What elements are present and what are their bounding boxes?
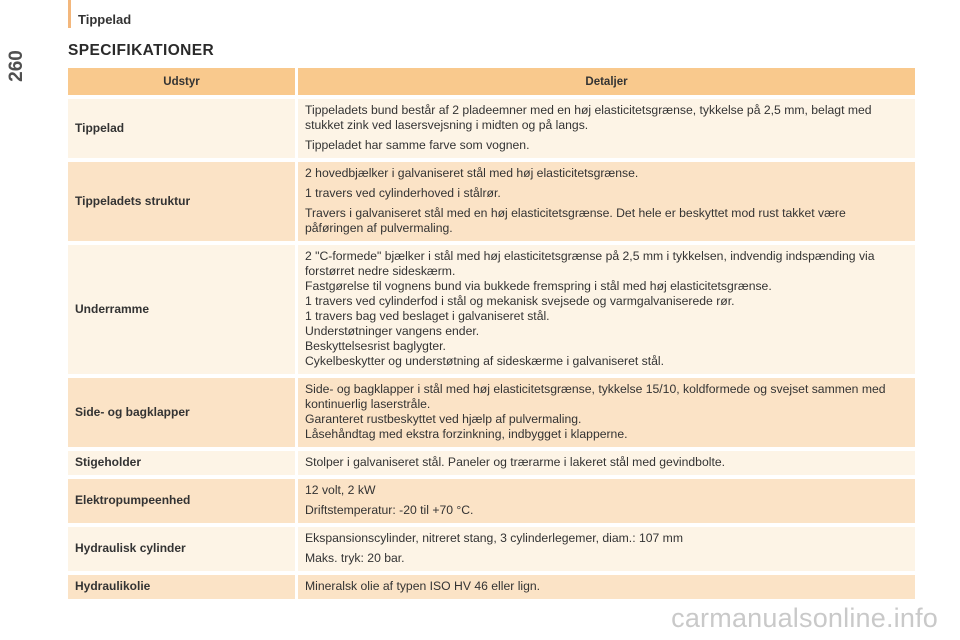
detail-line: Låsehåndtag med ekstra forzinkning, indbygget i klapperne.: [305, 427, 628, 441]
detail-line: Maks. tryk: 20 bar.: [305, 551, 405, 565]
spec-table: [68, 68, 915, 599]
spec-table-body: [68, 95, 915, 599]
detail-line: Travers i galvaniseret stål med en høj elasticitetsgrænse. Det hele er beskyttet mod rust takket være påføringen af pulvermaling.: [305, 206, 846, 235]
table-row: [68, 571, 915, 599]
details-cell: [298, 475, 915, 523]
detail-line: Garanteret rustbeskyttet ved hjælp af pulvermaling.: [305, 412, 582, 426]
table-header-row: [68, 68, 915, 95]
details-cell: [298, 158, 915, 241]
detail-line: Side- og bagklapper i stål med høj elasticitetsgrænse, tykkelse 15/10, koldformede og svejset sammen med kontinuerlig laserstråle.: [305, 382, 886, 411]
equipment-cell: Hydraulisk cylinder: [68, 523, 298, 571]
detail-line: Fastgørelse til vognens bund via bukkede fremspring i stål med høj elasticitetsgrænse.: [305, 279, 772, 293]
details-cell: [298, 374, 915, 447]
table-row: [68, 523, 915, 571]
detail-line: Mineralsk olie af typen ISO HV 46 eller lign.: [305, 579, 541, 593]
table-row: [68, 447, 915, 475]
table-row: [68, 475, 915, 523]
detail-line: Understøtninger vangens ender.: [305, 324, 480, 338]
column-header-equipment: Udstyr: [68, 68, 298, 95]
detail-line: 1 travers ved cylinderfod i stål og mekanisk svejsede og varmgalvaniserede rør.: [305, 294, 735, 308]
detail-line: Ekspansionscylinder, nitreret stang, 3 cylinderlegemer, diam.: 107 mm: [305, 531, 683, 545]
equipment-cell: Tippelad: [68, 95, 298, 158]
chapter-accent-bar: [68, 0, 71, 28]
equipment-cell: Hydraulikolie: [68, 571, 298, 599]
table-row: [68, 241, 915, 374]
detail-line: 2 "C-formede" bjælker i stål med høj elasticitetsgrænse på 2,5 mm i tykkelsen, indvendig indspænding via forstørret nedre sideskærm.: [305, 249, 875, 278]
equipment-cell: Tippeladets struktur: [68, 158, 298, 241]
details-cell: [298, 447, 915, 475]
details-cell: [298, 523, 915, 571]
table-row: [68, 374, 915, 447]
detail-line: 1 travers ved cylinderhoved i stålrør.: [305, 186, 501, 200]
watermark: carmanualsonline.info: [671, 603, 938, 633]
equipment-cell: Side- og bagklapper: [68, 374, 298, 447]
details-cell: [298, 241, 915, 374]
section-title: SPECIFIKATIONER: [68, 42, 215, 59]
table-row: [68, 158, 915, 241]
detail-line: 1 travers bag ved beslaget i galvaniseret stål.: [305, 309, 550, 323]
page-number: [4, 46, 30, 86]
page-number-text: 260: [6, 50, 28, 82]
detail-line: Tippeladets bund består af 2 pladeemner med en høj elasticitetsgrænse, tykkelse på 2,5 mm, belagt med stukket zink ved lasersvejsning i midten og på langs.: [305, 103, 872, 132]
detail-line: Cykelbeskytter og understøtning af sideskærme i galvaniseret stål.: [305, 354, 665, 368]
chapter-title: Tippelad: [78, 12, 132, 27]
equipment-cell: Stigeholder: [68, 447, 298, 475]
detail-line: Beskyttelsesrist baglygter.: [305, 339, 446, 353]
details-cell: [298, 95, 915, 158]
details-cell: [298, 571, 915, 599]
equipment-cell: Elektropumpeenhed: [68, 475, 298, 523]
equipment-cell: Underramme: [68, 241, 298, 374]
detail-line: 2 hovedbjælker i galvaniseret stål med høj elasticitetsgrænse.: [305, 166, 639, 180]
detail-line: 12 volt, 2 kW: [305, 483, 376, 497]
detail-line: Tippeladet har samme farve som vognen.: [305, 138, 530, 152]
column-header-details: Detaljer: [298, 68, 915, 95]
table-row: [68, 95, 915, 158]
detail-line: Stolper i galvaniseret stål. Paneler og trærarme i lakeret stål med gevindbolte.: [305, 455, 725, 469]
detail-line: Driftstemperatur: -20 til +70 °C.: [305, 503, 474, 517]
